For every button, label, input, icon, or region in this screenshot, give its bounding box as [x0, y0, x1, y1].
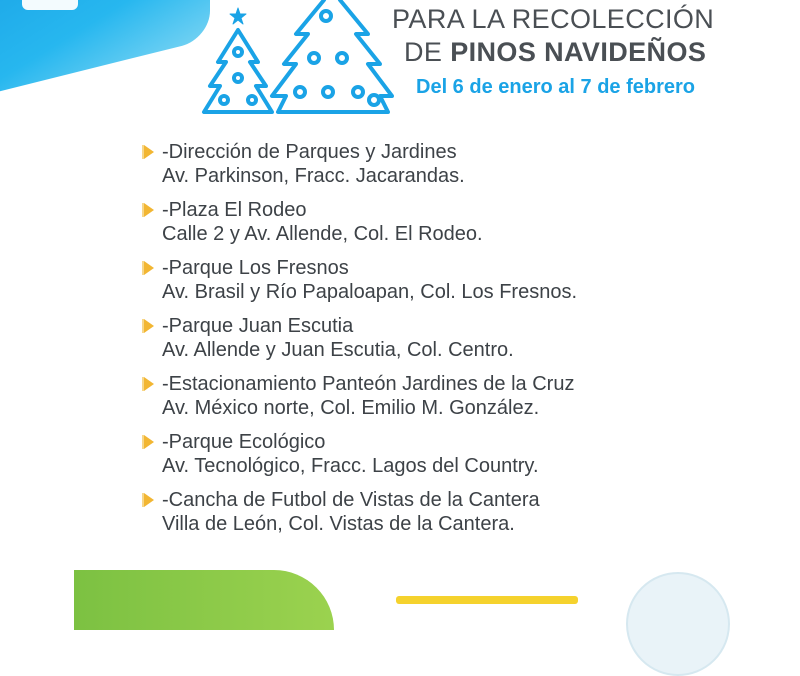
location-name: -Parque Ecológico [162, 431, 326, 453]
location-name: -Cancha de Futbol de Vistas de la Cantera [162, 489, 540, 511]
location-address: Av. Allende y Juan Escutia, Col. Centro. [162, 339, 514, 361]
location-name: -Plaza El Rodeo [162, 199, 307, 221]
triangle-bullet-icon [144, 319, 154, 333]
triangle-bullet-icon [144, 145, 154, 159]
header [392, 2, 752, 99]
corner-logo-chip [22, 0, 78, 10]
location-address: Villa de León, Col. Vistas de la Cantera. [162, 513, 515, 535]
triangle-bullet-icon [144, 203, 154, 217]
triangle-bullet-icon [144, 261, 154, 275]
title-line-2-bold: PINOS NAVIDEÑOS [450, 37, 707, 67]
corner-decoration [0, 0, 210, 101]
location-name: -Parque Juan Escutia [162, 315, 354, 337]
location-address: Av. Tecnológico, Fracc. Lagos del Country. [162, 455, 539, 477]
location-name: -Estacionamiento Panteón Jardines de la Cruz [162, 373, 575, 395]
list-item [140, 314, 780, 372]
location-address: Av. Parkinson, Fracc. Jacarandas. [162, 165, 465, 187]
list-item [140, 372, 780, 430]
christmas-trees-icon [196, 0, 396, 120]
location-address: Av. México norte, Col. Emilio M. González. [162, 397, 540, 419]
title-line-2 [404, 36, 752, 68]
location-address: Calle 2 y Av. Allende, Col. El Rodeo. [162, 223, 483, 245]
bottom-circle-decoration [626, 572, 730, 676]
list-item [140, 430, 780, 488]
list-item [140, 140, 780, 198]
date-range: Del 6 de enero al 7 de febrero [416, 76, 695, 98]
triangle-bullet-icon [144, 493, 154, 507]
triangle-bullet-icon [144, 377, 154, 391]
list-item [140, 488, 780, 546]
location-name: -Parque Los Fresnos [162, 257, 349, 279]
bottom-green-band [74, 570, 334, 630]
title-line-2-prefix: DE [404, 37, 443, 67]
triangle-bullet-icon [144, 435, 154, 449]
bottom-yellow-bar [396, 596, 578, 604]
location-address: Av. Brasil y Río Papaloapan, Col. Los Fresnos. [162, 281, 578, 303]
list-item [140, 198, 780, 256]
list-item [140, 256, 780, 314]
location-name: -Dirección de Parques y Jardines [162, 141, 457, 163]
locations-list [140, 140, 780, 546]
title-line-1: PARA LA RECOLECCIÓN [392, 4, 715, 34]
